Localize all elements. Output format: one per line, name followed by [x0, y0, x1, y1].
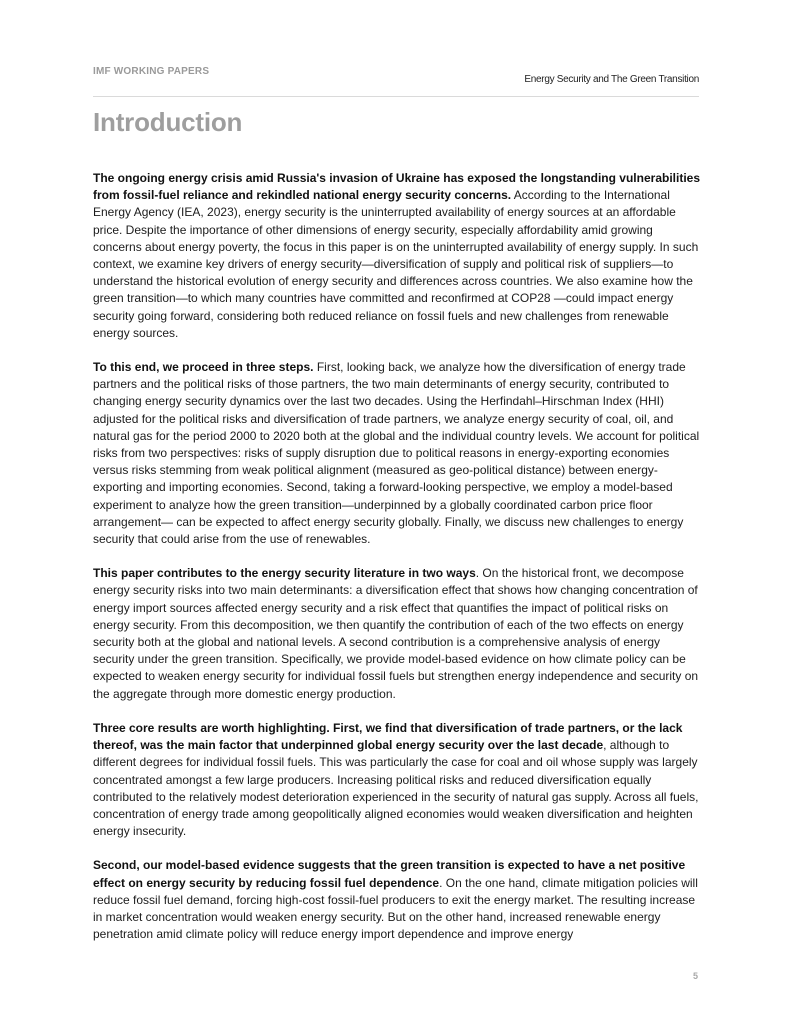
body-text: [93, 170, 701, 960]
page-number: 5: [692, 971, 698, 981]
running-title: Energy Security and The Green Transition: [524, 74, 699, 85]
paragraph-5: [93, 857, 701, 943]
paragraph-body: , although to different degrees for individual fossil fuels. This was particularly the case for coal and oil whose supply was largely concentrated amongst a few large producers. Increasing political risks and reduced diversification equally contributed to the relatively modest deterioration experienced in the security of natural gas supply. Across all fuels, concentration of energy trade among geopolitically aligned economies would weaken diversification and heighten energy insecurity.: [93, 738, 699, 839]
series-label: IMF WORKING PAPERS: [93, 66, 210, 77]
paragraph-body: According to the International Energy Agency (IEA, 2023), energy security is the uninterrupted availability of energy sources at an affordable price. Despite the importance of other dimensions of energy security, especially affordability amid growing concerns about energy poverty, the focus in this paper is on the uninterrupted availability of energy supply. In such context, we examine key drivers of energy security—diversification of supply and political risk of suppliers—to understand the historical evolution of energy security and differences across countries. We also examine how the green transition—to which many countries have committed and reconfirmed at COP28 —could impact energy security going forward, considering both reduced reliance on fossil fuels and new challenges from renewable energy sources.: [93, 188, 699, 340]
header-divider: [93, 96, 699, 97]
section-heading: Introduction: [93, 107, 243, 137]
paragraph-body: First, looking back, we analyze how the diversification of energy trade partners and the political risks of those partners, the two main determinants of energy security, contributed to changing energy security dynamics over the last two decades. Using the Herfindahl–Hirschman Index (HHI) adjusted for the political risks and diversification of trade partners, we analyze energy security of coal, oil, and natural gas for the period 2000 to 2020 both at the global and the individual country levels. We account for political risks from two perspectives: risks of supply disruption due to political reasons in energy-exporting economies versus risks stemming from weak political alignment (measured as geo-political distance) between energy-exporting and importing economies. Second, taking a forward-looking perspective, we employ a model-based experiment to analyze how the green transition—underpinned by a globally coordinated carbon price floor arrangement— can be expected to affect energy security globally. Finally, we discuss new challenges to energy security that could arise from the use of renewables.: [93, 360, 700, 547]
paragraph-lead: The ongoing energy crisis amid Russia's invasion of Ukraine has exposed the longstanding vulnerabilities from fossil-fuel reliance and rekindled national energy security concerns.: [93, 171, 700, 203]
paragraph-lead: This paper contributes to the energy security literature in two ways: [93, 566, 476, 581]
paragraph-4: [93, 720, 701, 840]
paragraph-lead: To this end, we proceed in three steps.: [93, 360, 314, 375]
paragraph-2: [93, 359, 701, 548]
paragraph-body: . On the historical front, we decompose energy security risks into two main determinants: a diversification effect that shows how changing concentration of energy import sources affected energy security and a risk effect that quantifies the impact of political risks on energy security. From this decomposition, we then quantify the contribution of each of the two effects on energy security both at the global and national levels. A second contribution is a comprehensive analysis of energy security under the green transition. Specifically, we provide model-based evidence on how climate policy can be expected to weaken energy security for individual fossil fuels but strengthen energy independence and security on the aggregate through more domestic energy production.: [93, 566, 699, 701]
paragraph-lead: Second, our model-based evidence suggests that the green transition is expected to have a net positive effect on energy security by reducing fossil fuel dependence: [93, 858, 686, 890]
paragraph-lead: Three core results are worth highlighting. First, we find that diversification of trade partners, or the lack thereof, was the main factor that underpinned global energy security over the last decade: [93, 720, 683, 753]
paragraph-3: [93, 565, 701, 703]
paragraph-1: [93, 170, 701, 342]
paragraph-body: . On the one hand, climate mitigation policies will reduce fossil fuel demand, forcing high-cost fossil-fuel producers to exit the energy market. The resulting increase in market concentration would weaken energy security. But on the other hand, increased renewable energy penetration amid climate policy will reduce energy import dependence and improve energy: [93, 875, 698, 942]
